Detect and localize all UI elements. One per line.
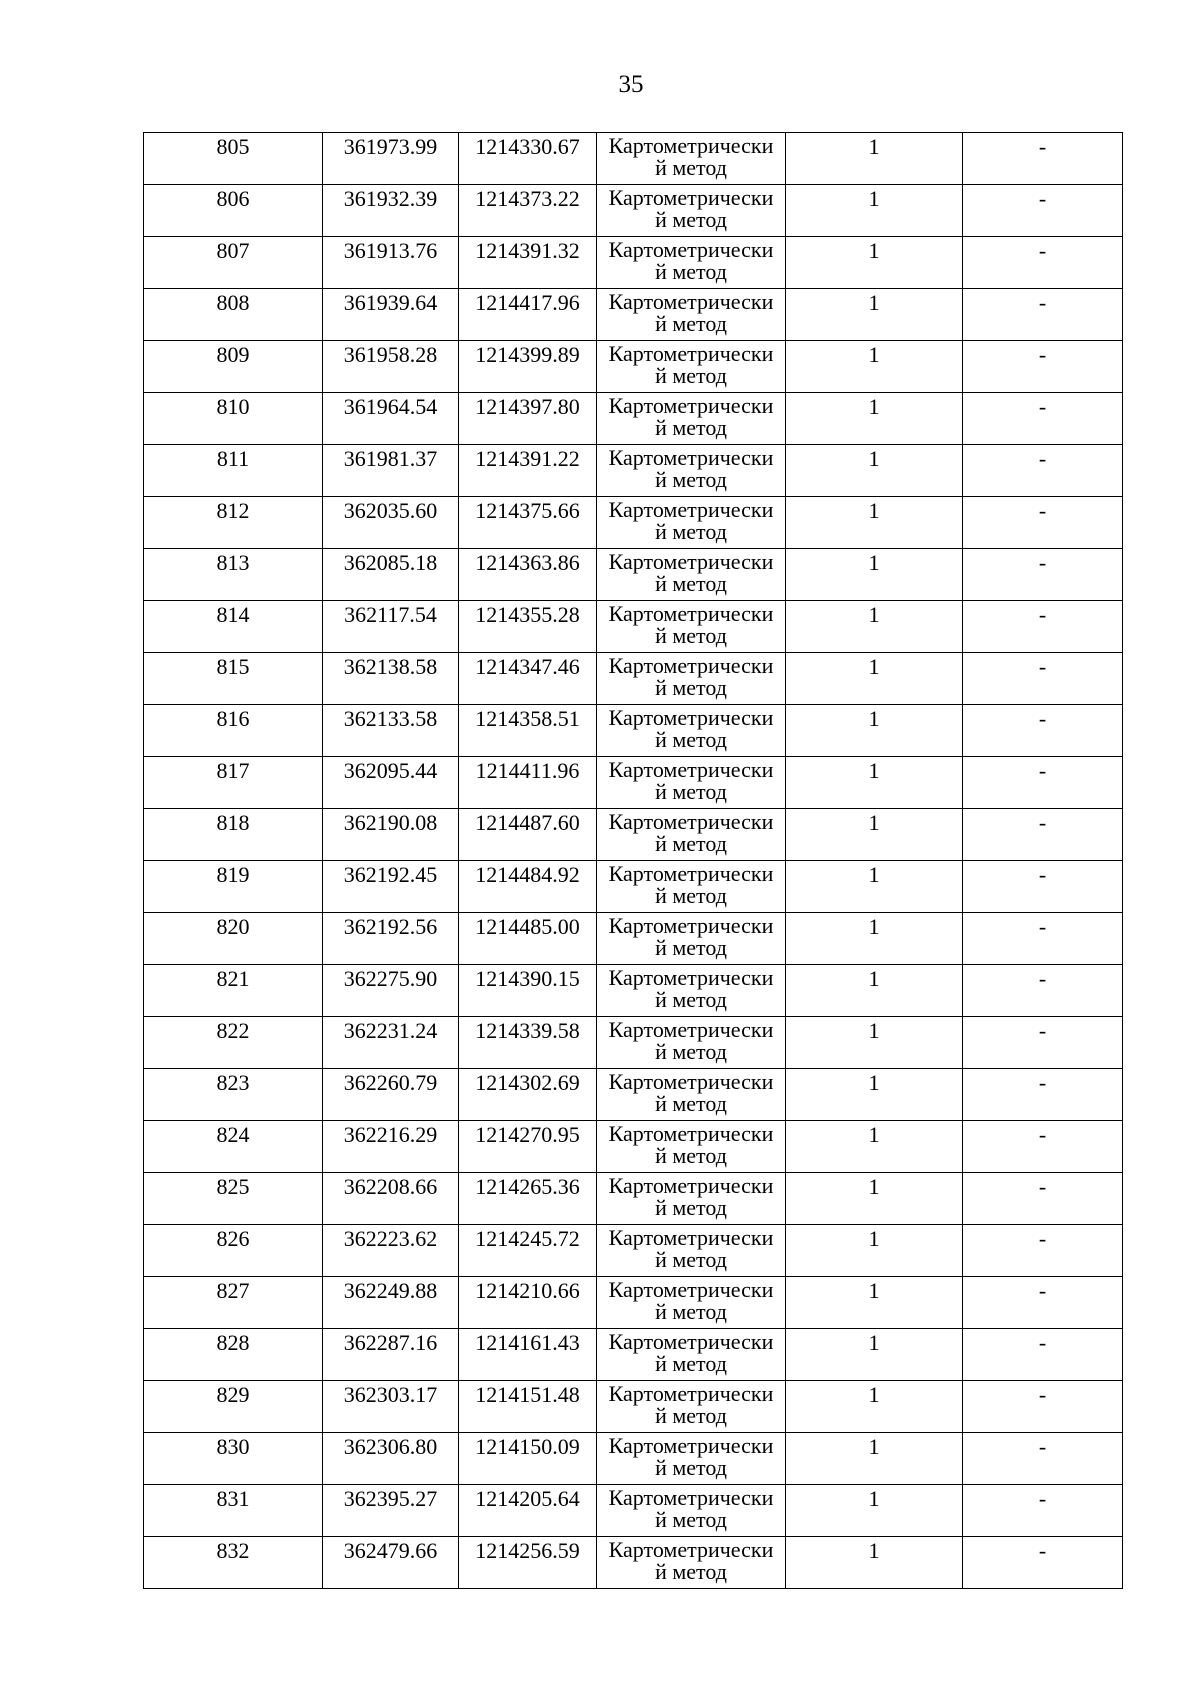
method-cell bbox=[597, 1121, 786, 1173]
method-text-line1: Картометрически bbox=[608, 237, 774, 262]
accuracy-cell: 1 bbox=[786, 757, 963, 809]
table-row bbox=[144, 861, 1123, 913]
method-text-line2: й метод bbox=[655, 363, 727, 388]
accuracy-cell: 1 bbox=[786, 1225, 963, 1277]
y-coordinate-cell: 1214339.58 bbox=[459, 1017, 597, 1069]
method-cell bbox=[597, 289, 786, 341]
note-cell: - bbox=[963, 1277, 1123, 1329]
point-number-cell: 824 bbox=[144, 1121, 323, 1173]
point-number-cell: 818 bbox=[144, 809, 323, 861]
y-coordinate-cell: 1214390.15 bbox=[459, 965, 597, 1017]
method-cell bbox=[597, 549, 786, 601]
method-text-line1: Картометрически bbox=[608, 1433, 774, 1458]
method-text-line2: й метод bbox=[655, 883, 727, 908]
x-coordinate-cell: 362303.17 bbox=[323, 1381, 459, 1433]
x-coordinate-cell: 362479.66 bbox=[323, 1537, 459, 1589]
accuracy-cell: 1 bbox=[786, 289, 963, 341]
y-coordinate-cell: 1214485.00 bbox=[459, 913, 597, 965]
table-row bbox=[144, 1069, 1123, 1121]
method-text-line2: й метод bbox=[655, 675, 727, 700]
method-cell bbox=[597, 497, 786, 549]
table-row bbox=[144, 393, 1123, 445]
method-text-line2: й метод bbox=[655, 1195, 727, 1220]
accuracy-cell: 1 bbox=[786, 1381, 963, 1433]
method-cell bbox=[597, 1277, 786, 1329]
method-cell bbox=[597, 1381, 786, 1433]
method-text-line1: Картометрически bbox=[608, 549, 774, 574]
method-text-line1: Картометрически bbox=[608, 1537, 774, 1562]
table-row bbox=[144, 913, 1123, 965]
method-text-line1: Картометрически bbox=[608, 133, 774, 158]
note-cell: - bbox=[963, 1225, 1123, 1277]
table-row bbox=[144, 965, 1123, 1017]
point-number-cell: 831 bbox=[144, 1485, 323, 1537]
method-cell bbox=[597, 705, 786, 757]
y-coordinate-cell: 1214265.36 bbox=[459, 1173, 597, 1225]
point-number-cell: 820 bbox=[144, 913, 323, 965]
y-coordinate-cell: 1214411.96 bbox=[459, 757, 597, 809]
method-text-line2: й метод bbox=[655, 1403, 727, 1428]
x-coordinate-cell: 361981.37 bbox=[323, 445, 459, 497]
y-coordinate-cell: 1214484.92 bbox=[459, 861, 597, 913]
point-number-cell: 817 bbox=[144, 757, 323, 809]
point-number-cell: 827 bbox=[144, 1277, 323, 1329]
method-text-line1: Картометрически bbox=[608, 809, 774, 834]
y-coordinate-cell: 1214150.09 bbox=[459, 1433, 597, 1485]
note-cell: - bbox=[963, 393, 1123, 445]
point-number-cell: 822 bbox=[144, 1017, 323, 1069]
method-cell bbox=[597, 1069, 786, 1121]
method-cell bbox=[597, 861, 786, 913]
method-text-line1: Картометрически bbox=[608, 289, 774, 314]
method-text-line2: й метод bbox=[655, 1039, 727, 1064]
accuracy-cell: 1 bbox=[786, 1433, 963, 1485]
note-cell: - bbox=[963, 1329, 1123, 1381]
x-coordinate-cell: 361964.54 bbox=[323, 393, 459, 445]
point-number-cell: 814 bbox=[144, 601, 323, 653]
point-number-cell: 816 bbox=[144, 705, 323, 757]
table-row bbox=[144, 237, 1123, 289]
point-number-cell: 819 bbox=[144, 861, 323, 913]
method-cell bbox=[597, 601, 786, 653]
x-coordinate-cell: 362395.27 bbox=[323, 1485, 459, 1537]
point-number-cell: 815 bbox=[144, 653, 323, 705]
table-row bbox=[144, 601, 1123, 653]
note-cell: - bbox=[963, 1069, 1123, 1121]
accuracy-cell: 1 bbox=[786, 1017, 963, 1069]
x-coordinate-cell: 362249.88 bbox=[323, 1277, 459, 1329]
table-row bbox=[144, 705, 1123, 757]
table-row bbox=[144, 341, 1123, 393]
method-text-line2: й метод bbox=[655, 1351, 727, 1376]
x-coordinate-cell: 362035.60 bbox=[323, 497, 459, 549]
y-coordinate-cell: 1214358.51 bbox=[459, 705, 597, 757]
point-number-cell: 811 bbox=[144, 445, 323, 497]
y-coordinate-cell: 1214373.22 bbox=[459, 185, 597, 237]
x-coordinate-cell: 362085.18 bbox=[323, 549, 459, 601]
note-cell: - bbox=[963, 861, 1123, 913]
method-text-line1: Картометрически bbox=[608, 497, 774, 522]
note-cell: - bbox=[963, 705, 1123, 757]
x-coordinate-cell: 362133.58 bbox=[323, 705, 459, 757]
accuracy-cell: 1 bbox=[786, 1173, 963, 1225]
method-cell bbox=[597, 1329, 786, 1381]
method-cell bbox=[597, 913, 786, 965]
table-row bbox=[144, 809, 1123, 861]
method-text-line1: Картометрически bbox=[608, 1173, 774, 1198]
x-coordinate-cell: 362192.56 bbox=[323, 913, 459, 965]
point-number-cell: 805 bbox=[144, 133, 323, 185]
method-text-line1: Картометрически bbox=[608, 653, 774, 678]
table-row bbox=[144, 1277, 1123, 1329]
method-text-line1: Картометрически bbox=[608, 1329, 774, 1354]
y-coordinate-cell: 1214245.72 bbox=[459, 1225, 597, 1277]
point-number-cell: 809 bbox=[144, 341, 323, 393]
x-coordinate-cell: 361913.76 bbox=[323, 237, 459, 289]
method-text-line2: й метод bbox=[655, 1091, 727, 1116]
accuracy-cell: 1 bbox=[786, 341, 963, 393]
accuracy-cell: 1 bbox=[786, 1277, 963, 1329]
method-cell bbox=[597, 1433, 786, 1485]
accuracy-cell: 1 bbox=[786, 185, 963, 237]
method-text-line1: Картометрически bbox=[608, 913, 774, 938]
point-number-cell: 826 bbox=[144, 1225, 323, 1277]
point-number-cell: 830 bbox=[144, 1433, 323, 1485]
note-cell: - bbox=[963, 1485, 1123, 1537]
method-text-line2: й метод bbox=[655, 831, 727, 856]
note-cell: - bbox=[963, 965, 1123, 1017]
method-text-line2: й метод bbox=[655, 415, 727, 440]
x-coordinate-cell: 362190.08 bbox=[323, 809, 459, 861]
note-cell: - bbox=[963, 549, 1123, 601]
accuracy-cell: 1 bbox=[786, 1537, 963, 1589]
note-cell: - bbox=[963, 1173, 1123, 1225]
point-number-cell: 810 bbox=[144, 393, 323, 445]
accuracy-cell: 1 bbox=[786, 1069, 963, 1121]
method-text-line2: й метод bbox=[655, 571, 727, 596]
point-number-cell: 806 bbox=[144, 185, 323, 237]
x-coordinate-cell: 362208.66 bbox=[323, 1173, 459, 1225]
accuracy-cell: 1 bbox=[786, 705, 963, 757]
x-coordinate-cell: 362223.62 bbox=[323, 1225, 459, 1277]
method-text-line2: й метод bbox=[655, 1299, 727, 1324]
note-cell: - bbox=[963, 809, 1123, 861]
y-coordinate-cell: 1214375.66 bbox=[459, 497, 597, 549]
coordinates-table bbox=[143, 132, 1123, 1589]
method-cell bbox=[597, 1537, 786, 1589]
method-cell bbox=[597, 1225, 786, 1277]
point-number-cell: 813 bbox=[144, 549, 323, 601]
x-coordinate-cell: 362095.44 bbox=[323, 757, 459, 809]
point-number-cell: 812 bbox=[144, 497, 323, 549]
method-cell bbox=[597, 653, 786, 705]
method-text-line1: Картометрически bbox=[608, 601, 774, 626]
method-text-line2: й метод bbox=[655, 207, 727, 232]
method-text-line2: й метод bbox=[655, 519, 727, 544]
x-coordinate-cell: 362275.90 bbox=[323, 965, 459, 1017]
method-cell bbox=[597, 809, 786, 861]
y-coordinate-cell: 1214330.67 bbox=[459, 133, 597, 185]
note-cell: - bbox=[963, 1121, 1123, 1173]
coordinates-table-body bbox=[144, 133, 1123, 1589]
note-cell: - bbox=[963, 341, 1123, 393]
method-cell bbox=[597, 341, 786, 393]
method-text-line1: Картометрически bbox=[608, 185, 774, 210]
table-row bbox=[144, 1381, 1123, 1433]
point-number-cell: 829 bbox=[144, 1381, 323, 1433]
accuracy-cell: 1 bbox=[786, 133, 963, 185]
method-text-line2: й метод bbox=[655, 727, 727, 752]
y-coordinate-cell: 1214161.43 bbox=[459, 1329, 597, 1381]
note-cell: - bbox=[963, 1017, 1123, 1069]
point-number-cell: 821 bbox=[144, 965, 323, 1017]
y-coordinate-cell: 1214270.95 bbox=[459, 1121, 597, 1173]
method-text-line1: Картометрически bbox=[608, 1277, 774, 1302]
method-text-line2: й метод bbox=[655, 935, 727, 960]
method-cell bbox=[597, 237, 786, 289]
y-coordinate-cell: 1214347.46 bbox=[459, 653, 597, 705]
x-coordinate-cell: 361939.64 bbox=[323, 289, 459, 341]
accuracy-cell: 1 bbox=[786, 237, 963, 289]
table-row bbox=[144, 445, 1123, 497]
y-coordinate-cell: 1214363.86 bbox=[459, 549, 597, 601]
y-coordinate-cell: 1214391.32 bbox=[459, 237, 597, 289]
method-cell bbox=[597, 133, 786, 185]
accuracy-cell: 1 bbox=[786, 1329, 963, 1381]
note-cell: - bbox=[963, 1537, 1123, 1589]
accuracy-cell: 1 bbox=[786, 497, 963, 549]
method-text-line1: Картометрически bbox=[608, 1485, 774, 1510]
x-coordinate-cell: 362306.80 bbox=[323, 1433, 459, 1485]
method-cell bbox=[597, 445, 786, 497]
table-row bbox=[144, 1433, 1123, 1485]
method-text-line2: й метод bbox=[655, 155, 727, 180]
method-text-line1: Картометрически bbox=[608, 445, 774, 470]
table-row bbox=[144, 497, 1123, 549]
method-text-line1: Картометрически bbox=[608, 1017, 774, 1042]
method-text-line1: Картометрически bbox=[608, 341, 774, 366]
x-coordinate-cell: 361932.39 bbox=[323, 185, 459, 237]
accuracy-cell: 1 bbox=[786, 965, 963, 1017]
note-cell: - bbox=[963, 1433, 1123, 1485]
table-row bbox=[144, 1329, 1123, 1381]
x-coordinate-cell: 362231.24 bbox=[323, 1017, 459, 1069]
method-text-line1: Картометрически bbox=[608, 757, 774, 782]
table-row bbox=[144, 289, 1123, 341]
page-number: 35 bbox=[618, 71, 644, 98]
note-cell: - bbox=[963, 133, 1123, 185]
method-text-line1: Картометрически bbox=[608, 861, 774, 886]
table-row bbox=[144, 1173, 1123, 1225]
accuracy-cell: 1 bbox=[786, 601, 963, 653]
accuracy-cell: 1 bbox=[786, 1485, 963, 1537]
note-cell: - bbox=[963, 757, 1123, 809]
method-cell bbox=[597, 1017, 786, 1069]
point-number-cell: 807 bbox=[144, 237, 323, 289]
table-row bbox=[144, 133, 1123, 185]
method-text-line2: й метод bbox=[655, 259, 727, 284]
method-text-line2: й метод bbox=[655, 1247, 727, 1272]
y-coordinate-cell: 1214256.59 bbox=[459, 1537, 597, 1589]
method-cell bbox=[597, 1173, 786, 1225]
accuracy-cell: 1 bbox=[786, 393, 963, 445]
accuracy-cell: 1 bbox=[786, 653, 963, 705]
x-coordinate-cell: 362138.58 bbox=[323, 653, 459, 705]
point-number-cell: 828 bbox=[144, 1329, 323, 1381]
note-cell: - bbox=[963, 601, 1123, 653]
table-row bbox=[144, 549, 1123, 601]
table-row bbox=[144, 185, 1123, 237]
y-coordinate-cell: 1214399.89 bbox=[459, 341, 597, 393]
method-cell bbox=[597, 393, 786, 445]
accuracy-cell: 1 bbox=[786, 1121, 963, 1173]
method-text-line2: й метод bbox=[655, 1507, 727, 1532]
method-cell bbox=[597, 965, 786, 1017]
method-text-line1: Картометрически bbox=[608, 1069, 774, 1094]
note-cell: - bbox=[963, 445, 1123, 497]
table-row bbox=[144, 1121, 1123, 1173]
note-cell: - bbox=[963, 185, 1123, 237]
note-cell: - bbox=[963, 913, 1123, 965]
method-text-line2: й метод bbox=[655, 623, 727, 648]
table-row bbox=[144, 1017, 1123, 1069]
method-cell bbox=[597, 185, 786, 237]
x-coordinate-cell: 362192.45 bbox=[323, 861, 459, 913]
y-coordinate-cell: 1214151.48 bbox=[459, 1381, 597, 1433]
accuracy-cell: 1 bbox=[786, 861, 963, 913]
point-number-cell: 832 bbox=[144, 1537, 323, 1589]
x-coordinate-cell: 361958.28 bbox=[323, 341, 459, 393]
method-text-line1: Картометрически bbox=[608, 393, 774, 418]
note-cell: - bbox=[963, 497, 1123, 549]
method-text-line1: Картометрически bbox=[608, 1225, 774, 1250]
x-coordinate-cell: 362260.79 bbox=[323, 1069, 459, 1121]
x-coordinate-cell: 361973.99 bbox=[323, 133, 459, 185]
x-coordinate-cell: 362216.29 bbox=[323, 1121, 459, 1173]
method-text-line1: Картометрически bbox=[608, 1381, 774, 1406]
method-cell bbox=[597, 1485, 786, 1537]
note-cell: - bbox=[963, 289, 1123, 341]
note-cell: - bbox=[963, 237, 1123, 289]
accuracy-cell: 1 bbox=[786, 549, 963, 601]
note-cell: - bbox=[963, 1381, 1123, 1433]
accuracy-cell: 1 bbox=[786, 809, 963, 861]
table-row bbox=[144, 1537, 1123, 1589]
x-coordinate-cell: 362117.54 bbox=[323, 601, 459, 653]
x-coordinate-cell: 362287.16 bbox=[323, 1329, 459, 1381]
method-text-line2: й метод bbox=[655, 1143, 727, 1168]
table-row bbox=[144, 757, 1123, 809]
accuracy-cell: 1 bbox=[786, 913, 963, 965]
method-text-line2: й метод bbox=[655, 987, 727, 1012]
method-text-line2: й метод bbox=[655, 779, 727, 804]
method-text-line2: й метод bbox=[655, 1559, 727, 1584]
y-coordinate-cell: 1214205.64 bbox=[459, 1485, 597, 1537]
method-text-line1: Картометрически bbox=[608, 965, 774, 990]
y-coordinate-cell: 1214397.80 bbox=[459, 393, 597, 445]
point-number-cell: 823 bbox=[144, 1069, 323, 1121]
accuracy-cell: 1 bbox=[786, 445, 963, 497]
point-number-cell: 808 bbox=[144, 289, 323, 341]
note-cell: - bbox=[963, 653, 1123, 705]
method-cell bbox=[597, 757, 786, 809]
method-text-line2: й метод bbox=[655, 1455, 727, 1480]
method-text-line1: Картометрически bbox=[608, 1121, 774, 1146]
table-row bbox=[144, 1485, 1123, 1537]
method-text-line1: Картометрически bbox=[608, 705, 774, 730]
point-number-cell: 825 bbox=[144, 1173, 323, 1225]
y-coordinate-cell: 1214302.69 bbox=[459, 1069, 597, 1121]
y-coordinate-cell: 1214391.22 bbox=[459, 445, 597, 497]
table-row bbox=[144, 653, 1123, 705]
method-text-line2: й метод bbox=[655, 467, 727, 492]
y-coordinate-cell: 1214417.96 bbox=[459, 289, 597, 341]
table-row bbox=[144, 1225, 1123, 1277]
method-text-line2: й метод bbox=[655, 311, 727, 336]
y-coordinate-cell: 1214355.28 bbox=[459, 601, 597, 653]
y-coordinate-cell: 1214210.66 bbox=[459, 1277, 597, 1329]
y-coordinate-cell: 1214487.60 bbox=[459, 809, 597, 861]
